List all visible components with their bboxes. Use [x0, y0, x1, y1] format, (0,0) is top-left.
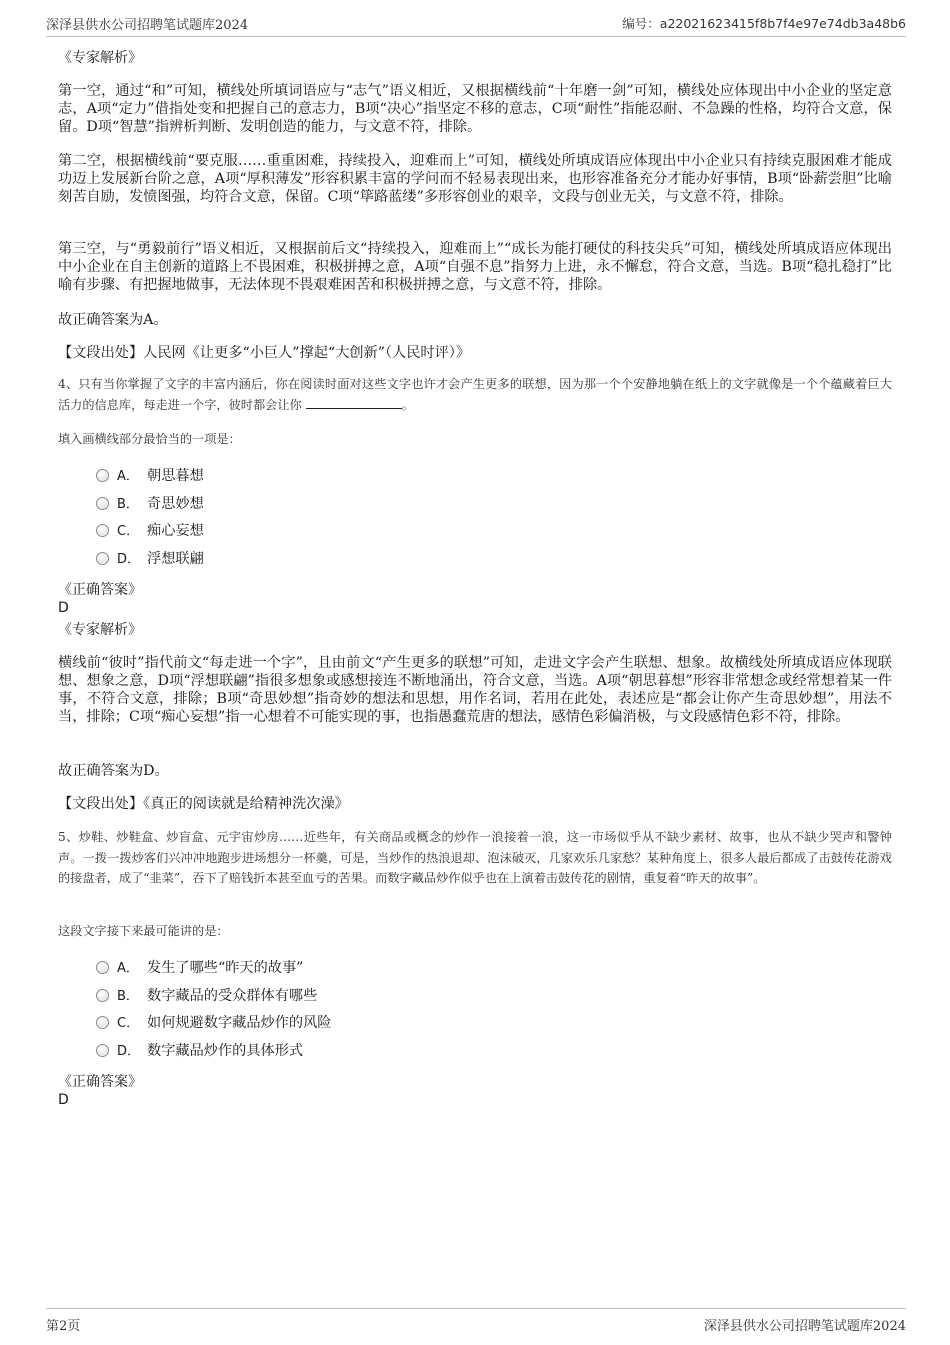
source-text: 《真正的阅读就是给精神洗次澡》	[143, 796, 349, 812]
q4-analysis: 横线前“彼时”指代前文“每走进一个字”，且由前文“产生更多的联想”可知，走进文字会产生联想、想象。故横线处所填成语应体现联想、想象之意，D项“浮想联翩”指很多想象或感想接连不断地涌出，符合文意，当选。A项“朝思暮想”形容非常想念或经常想着某一件事，不符合文意，排除；B项“奇思妙想”指奇妙的想法和思想，用作名词，若用在此处，表述应是“都会让你产生奇思妙想”，用法不当，排除；C项“痴心妄想”指一心想着不可能实现的事，也指愚蠢荒唐的想法，感情色彩偏消极，与文段感情色彩不符，排除。	[58, 655, 892, 725]
option-text: 数字藏品炒作的具体形式	[147, 1043, 304, 1059]
q5-option-d[interactable]	[96, 1041, 303, 1061]
option-key: A．	[117, 469, 139, 484]
page-header	[46, 14, 906, 37]
source-text: 人民网《让更多“小巨人”撑起“大创新”（人民时评）》	[143, 345, 471, 361]
q5-option-c[interactable]	[96, 1013, 331, 1033]
option-text: 奇思妙想	[147, 496, 204, 512]
option-key: A．	[117, 961, 139, 976]
q4-answer: D	[58, 600, 69, 616]
option-key: D．	[117, 1044, 141, 1059]
q5-answer-label: 《正确答案》	[58, 1074, 142, 1090]
q3-analysis-para-3: 第三空，与“勇毅前行”语义相近，又根据前后文“持续投入，迎难而上”“成长为能打硬仗的科技尖兵”可知，横线处所填成语应体现出中小企业在自主创新的道路上不畏困难，积极拼搏之意，A项“自强不息”指努力上进，永不懈怠，符合文意，当选。B项“稳扎稳打”比喻有步骤、有把握地做事，无法体现不畏艰难困苦和积极拼搏之意，与文意不符，排除。	[58, 241, 892, 293]
q3-expert-label: 《专家解析》	[58, 50, 142, 66]
option-text: 朝思暮想	[147, 468, 204, 484]
option-key: C．	[117, 1016, 140, 1031]
q4-option-d[interactable]	[96, 549, 204, 569]
q3-analysis-para-2: 第二空，根据横线前“要克服……重重困难，持续投入，迎难而上”可知，横线处所填成语应体现出中小企业只有持续克服困难才能成功迈上发展新台阶之意，A项“厚积薄发”形容积累丰富的学问而不轻易表现出来，也形容准备充分才能办好事情，B项“卧薪尝胆”比喻刻苦自励，发愤图强，均符合文意，保留。C项“筚路蓝缕”多形容创业的艰辛，文段与创业无关，与文意不符，排除。	[58, 153, 892, 205]
answer-blank	[306, 396, 402, 409]
radio-icon[interactable]	[96, 552, 109, 565]
option-key: B．	[117, 497, 139, 512]
q4-expert-label: 《专家解析》	[58, 622, 142, 638]
footer-title: 深泽县供水公司招聘笔试题库2024	[703, 1319, 906, 1334]
q5-prompt: 这段文字接下来最可能讲的是：	[58, 924, 229, 938]
q5-answer: D	[58, 1092, 69, 1108]
option-key: C．	[117, 524, 140, 539]
option-text: 痴心妄想	[147, 523, 204, 539]
q3-conclusion: 故正确答案为A。	[58, 312, 168, 328]
q5-option-a[interactable]	[96, 958, 303, 978]
page-footer	[46, 1308, 906, 1335]
q4-option-a[interactable]	[96, 466, 204, 486]
page-number: 第2页	[46, 1319, 81, 1334]
option-key: D．	[117, 552, 141, 567]
radio-icon[interactable]	[96, 1044, 109, 1057]
radio-icon[interactable]	[96, 1016, 109, 1029]
document-code: 编号：a22021623415f8b7f4e97e74db3a48b6	[622, 16, 906, 31]
option-key: B．	[117, 989, 139, 1004]
option-text: 发生了哪些“昨天的故事”	[147, 960, 304, 976]
q4-option-b[interactable]	[96, 494, 204, 514]
option-text: 如何规避数字藏品炒作的风险	[147, 1015, 332, 1031]
radio-icon[interactable]	[96, 989, 109, 1002]
radio-icon[interactable]	[96, 961, 109, 974]
q4-prompt: 填入画横线部分最恰当的一项是：	[58, 432, 241, 446]
option-text: 数字藏品的受众群体有哪些	[147, 988, 318, 1004]
q3-analysis-para-1: 第一空，通过“和”可知，横线处所填词语应与“志气”语义相近，又根据横线前“十年磨一剑”可知，横线处应体现出中小企业的坚定意志，A项“定力”借指处变和把握自己的意志力，B项“决心”指坚定不移的意志，C项“耐性”指能忍耐、不急躁的性格，均符合文意，保留。D项“智慧”指辨析判断、发明创造的能力，与文意不符，排除。	[58, 83, 892, 135]
q4-stem-text: 4、只有当你掌握了文字的丰富内涵后，你在阅读时面对这些文字也许才会产生更多的联想，因为那一个个安静地躺在纸上的文字就像是一个个蕴藏着巨大活力的信息库，每走进一个字，彼时都会让你	[58, 377, 892, 412]
q5-option-b[interactable]	[96, 986, 317, 1006]
radio-icon[interactable]	[96, 524, 109, 537]
source-label: 【文段出处】	[58, 345, 144, 361]
q4-answer-label: 《正确答案》	[58, 582, 142, 598]
q4-source	[58, 795, 892, 813]
q4-option-c[interactable]	[96, 521, 204, 541]
q3-source	[58, 344, 892, 362]
radio-icon[interactable]	[96, 469, 109, 482]
q5-stem: 5、炒鞋、炒鞋盒、炒盲盒、元宇宙炒房……近些年，有关商品或概念的炒作一浪接着一浪，这一市场似乎从不缺少素材、故事，也从不缺少哭声和警钟声。一拨一拨炒客们兴冲冲地跑步进场想分一杯羹，可是，当炒作的热浪退却、泡沫破灭，几家欢乐几家愁？某种角度上，很多人最后都成了击鼓传花游戏的接盘者，成了“韭菜”，吞下了赔钱折本甚至血亏的苦果。而数字藏品炒作似乎也在上演着击鼓传花的剧情，重复着“昨天的故事”。	[58, 830, 892, 885]
option-text: 浮想联翩	[147, 551, 204, 567]
q4-stem	[58, 374, 892, 415]
source-label: 【文段出处】	[58, 796, 144, 812]
q4-conclusion: 故正确答案为D。	[58, 763, 169, 779]
q4-stem-end: 。	[401, 397, 414, 412]
radio-icon[interactable]	[96, 497, 109, 510]
header-title: 深泽县供水公司招聘笔试题库2024	[46, 18, 249, 33]
